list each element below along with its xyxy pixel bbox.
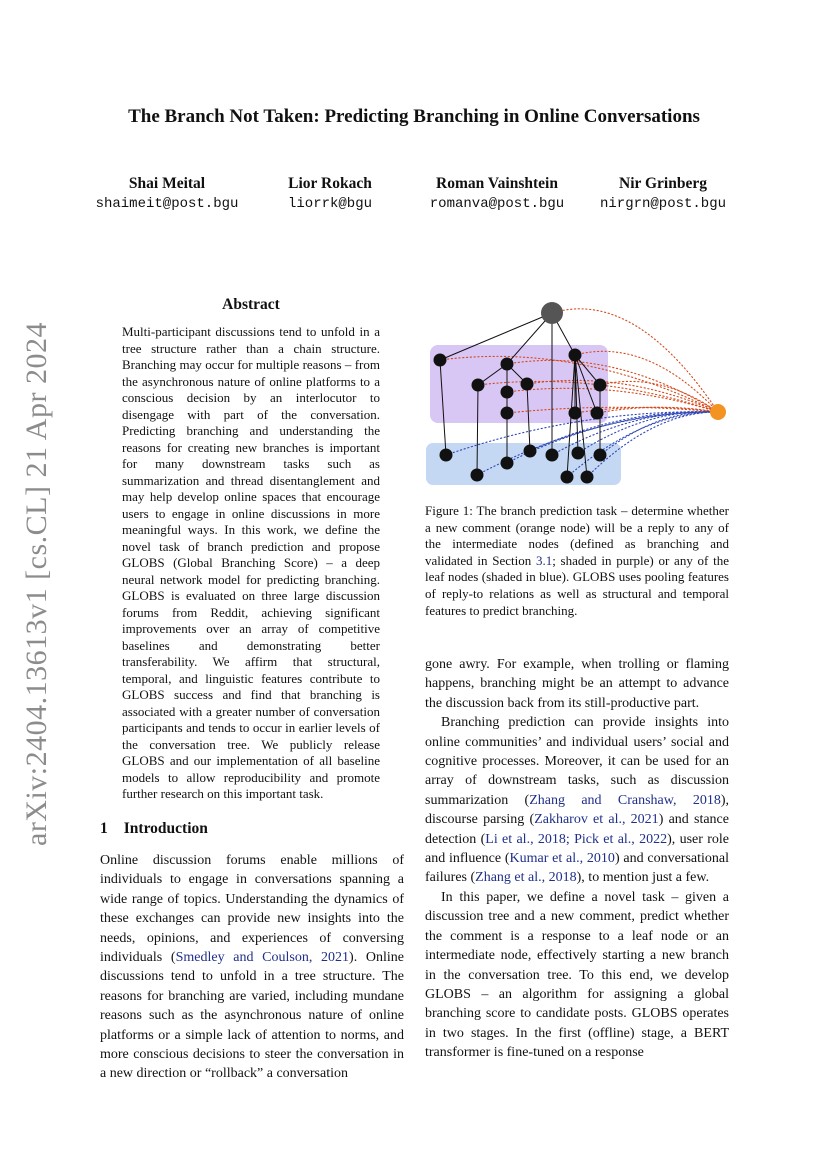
- citation-link[interactable]: Zhang et al., 2018: [475, 870, 577, 886]
- figure-branch-prediction: [420, 295, 732, 495]
- paper-title: The Branch Not Taken: Predicting Branching in Online Conversations: [128, 106, 700, 127]
- leaf-node: [440, 449, 453, 462]
- intro-right-column: [425, 655, 729, 1063]
- paragraph: Online discussion forums enable millions of individuals to engage in conversations spanning a wide range of topics. Understanding the dynamics of these exchanges can provide new insights into the needs, opinions, and experiences of conversing individuals (Smedley and Coulson, 2021). Online discussions tend to unfold in a tree structure. The reasons for branching are varied, including mundane reasons such as the asynchronous nature of online platforms or a simple lack of attention to norms, and more conscious decisions to steer the conversation in a new direction or “rollback” a conversation: [100, 853, 405, 1082]
- intermediate-node: [472, 379, 485, 392]
- root-node: [541, 302, 563, 324]
- abstract-heading: Abstract: [222, 296, 280, 313]
- intermediate-node: [521, 378, 534, 391]
- leaf-node: [572, 447, 585, 460]
- arxiv-identifier-stamp: arXiv:2404.13613v1 [cs.CL] 21 Apr 2024: [20, 322, 53, 846]
- author-name: Shai Meital: [128, 175, 206, 192]
- author-block: [412, 174, 582, 214]
- leaf-node: [501, 457, 514, 470]
- intermediate-node: [569, 349, 582, 362]
- author-email[interactable]: shaimeit@post.bgu: [95, 196, 239, 212]
- citation-link[interactable]: Zakharov et al., 2021: [534, 812, 659, 828]
- intermediate-node: [591, 407, 604, 420]
- intermediate-node: [434, 354, 447, 367]
- figure-caption: Figure 1: The branch prediction task – determine whether a new comment (orange node) will be a reply to any of the intermediate nodes (defined as branching and validated in Section 3.1; shaded in purple) or any of the leaf nodes (shaded in blue). GLOBS uses pooling features of reply-to relations as well as structural and temporal features to predict branching.: [425, 503, 729, 618]
- new-comment-node: [710, 404, 726, 420]
- author-email[interactable]: nirgrn@post.bgu: [599, 196, 727, 212]
- paragraph: In this paper, we define a novel task – given a discussion tree and a new comment, predict whether the comment is a response to a leaf node or an intermediate node, effectively starting a new branch in the conversation tree. To this end, we develop GLOBS – an algorithm for assigning a global branching score to candidate posts. GLOBS operates in two stages. In the first (offline) stage, a BERT transformer is fine-tuned on a response: [425, 889, 729, 1061]
- section-heading: [100, 820, 208, 838]
- intro-left-column: [100, 851, 404, 1084]
- leaf-node: [561, 471, 574, 484]
- intermediate-node: [501, 358, 514, 371]
- author-block: [587, 174, 739, 214]
- abstract-text: Multi-participant discussions tend to unfold in a tree structure rather than a chain structure. Branching may occur for multiple reasons – from the asynchronous nature of online platforms to a conscious decision by an interlocutor to disengage with part of the conversation. Predicting branching and understanding the reasons for creating new branches is important for many downstream tasks such as summarization and thread disentanglement and may help develop online spaces that encourage users to engage in online discussions in more meaningful ways. In this work, we define the novel task of branch prediction and propose GLOBS (Global Branching Score) – a deep neural network model for predicting branching. GLOBS is evaluated on three large discussion forums from Reddit, achieving significant improvements over an array of competitive baselines and demonstrating better transferability. We affirm that structural, temporal, and linguistic features contribute to GLOBS success and find that branching is associated with a greater number of conversation participants and tends to occur in earlier levels of the conversation tree. We publicly release GLOBS and our implementation of all baseline models to allow reproducibility and promote further research on this important task.: [122, 324, 380, 801]
- paragraph: gone awry. For example, when trolling or flaming happens, branching might be an attempt to advance the discussion back from its still-productive part.: [425, 657, 729, 711]
- citation-link[interactable]: Li et al., 2018; Pick et al., 2022: [485, 831, 668, 847]
- citation-link[interactable]: Kumar et al., 2010: [509, 851, 615, 867]
- citation-link[interactable]: Zhang and Cranshaw, 2018: [529, 792, 721, 808]
- leaf-node: [594, 449, 607, 462]
- conversation-tree-diagram: [420, 295, 732, 495]
- citation-link[interactable]: Smedley and Coulson, 2021: [175, 950, 350, 966]
- intermediate-node: [594, 379, 607, 392]
- section-reference-link[interactable]: 3.1: [535, 552, 553, 568]
- author-email[interactable]: liorrk@bgu: [287, 196, 372, 212]
- intermediate-node: [501, 407, 514, 420]
- author-block: [92, 174, 242, 214]
- leaf-node: [524, 445, 537, 458]
- author-block: [265, 174, 395, 214]
- author-name: Roman Vainshtein: [436, 175, 558, 192]
- leaf-node: [581, 471, 594, 484]
- leaf-node: [471, 469, 484, 482]
- section-title: Introduction: [123, 820, 208, 837]
- paragraph: Branching prediction can provide insights into online communities’ and individual users’ social and cognitive processes. Moreover, it can be used for an array of downstream tasks, such as discussion summarization (Zhang and Cranshaw, 2018), discourse parsing (Zakharov et al., 2021) and stance detection (Li et al., 2018; Pick et al., 2022), user role and influence (Kumar et al., 2010) and conversational failures (Zhang et al., 2018), to mention just a few.: [425, 715, 729, 886]
- intermediate-node: [501, 386, 514, 399]
- section-number: 1: [100, 820, 108, 837]
- author-name: Nir Grinberg: [619, 175, 707, 192]
- intermediate-node: [569, 407, 582, 420]
- author-email[interactable]: romanva@post.bgu: [429, 196, 565, 212]
- author-name: Lior Rokach: [288, 175, 372, 192]
- leaf-node: [546, 449, 559, 462]
